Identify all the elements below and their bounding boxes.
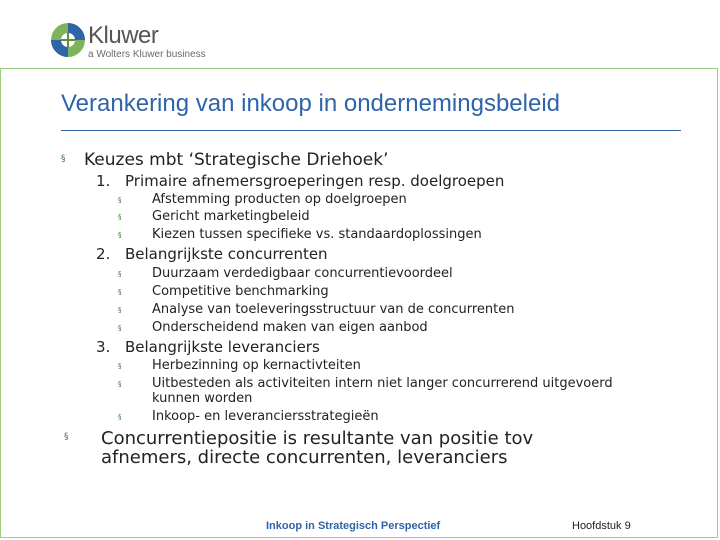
footer-book-title: Inkoop in Strategisch Perspectief xyxy=(266,520,441,532)
sub-bullet-icon: § xyxy=(118,362,122,370)
logo-tagline: a Wolters Kluwer business xyxy=(88,49,206,60)
list-item: Herbezinning op kernactivteiten xyxy=(152,358,361,373)
kluwer-logo xyxy=(48,20,248,64)
footer-chapter: Hoofdstuk 9 xyxy=(572,520,631,532)
list-item: Afstemming producten op doelgroepen xyxy=(152,192,407,207)
sub-bullet-icon: § xyxy=(118,196,122,204)
list-item: Gericht marketingbeleid xyxy=(152,209,310,224)
sub-bullet-icon: § xyxy=(118,324,122,332)
slide-title: Verankering van inkoop in ondernemingsbeleid xyxy=(61,90,561,117)
sub-bullet-icon: § xyxy=(118,288,122,296)
main-bullet: Keuzes mbt ‘Strategische Driehoek’ xyxy=(84,150,389,170)
section-heading: Primaire afnemersgroeperingen resp. doelgroepen xyxy=(125,172,505,190)
list-item: Duurzaam verdedigbaar concurrentievoordeel xyxy=(152,266,453,281)
sub-bullet-icon: § xyxy=(118,306,122,314)
list-item: Analyse van toeleveringsstructuur van de concurrenten xyxy=(152,302,515,317)
list-item: Onderscheidend maken van eigen aanbod xyxy=(152,320,428,335)
sub-bullet-icon: § xyxy=(118,270,122,278)
section-number: 3. xyxy=(96,338,111,356)
section-heading: Belangrijkste leveranciers xyxy=(125,338,320,356)
sub-bullet-icon: § xyxy=(118,213,122,221)
section-number: 1. xyxy=(96,172,111,190)
sub-bullet-icon: § xyxy=(118,231,122,239)
list-item: Inkoop- en leveranciersstrategieën xyxy=(152,409,379,424)
title-divider xyxy=(61,130,681,131)
section-number: 2. xyxy=(96,245,111,263)
logo-wordmark: Kluwer xyxy=(88,22,159,49)
sub-bullet-icon: § xyxy=(118,413,122,421)
bullet-marker-icon: § xyxy=(64,432,69,442)
kluwer-globe-icon xyxy=(48,20,88,60)
bullet-marker-icon: § xyxy=(61,154,66,164)
closing-bullet: Concurrentiepositie is resultante van positie tov afnemers, directe concurrenten, leveranciers xyxy=(101,428,534,468)
section-heading: Belangrijkste concurrenten xyxy=(125,245,328,263)
list-item: Competitive benchmarking xyxy=(152,284,329,299)
list-item: Kiezen tussen specifieke vs. standaardoplossingen xyxy=(152,227,482,242)
list-item: Uitbesteden als activiteiten intern niet langer concurrerend uitgevoerd kunnen worden xyxy=(152,376,613,406)
sub-bullet-icon: § xyxy=(118,380,122,388)
